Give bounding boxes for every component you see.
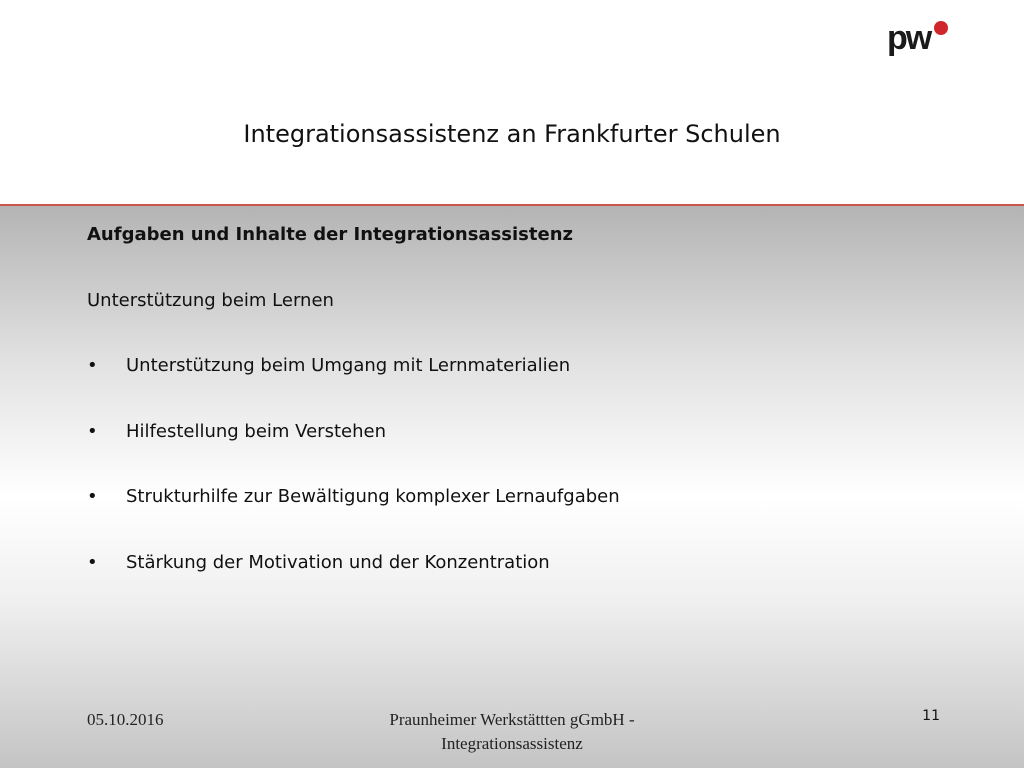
bullet-dot-icon: • — [87, 420, 98, 442]
bullet-dot-icon: • — [87, 486, 98, 507]
footer-company — [312, 708, 712, 756]
bullet-text: Strukturhilfe zur Bewältigung komplexer Lernaufgaben — [126, 486, 620, 507]
intro-line: Unterstützung beim Lernen — [87, 290, 334, 311]
page-number: 11 — [922, 708, 940, 724]
logo-dot-icon — [934, 21, 948, 35]
logo-wordmark: pw — [887, 19, 931, 57]
bullet-text: Hilfestellung beim Verstehen — [126, 420, 386, 442]
footer-company-line2: Integrationsassistenz — [441, 734, 583, 753]
bullet-dot-icon: • — [87, 355, 98, 376]
slide-title: Integrationsassistenz an Frankfurter Schulen — [243, 120, 781, 148]
bullet-text: Stärkung der Motivation und der Konzentration — [126, 551, 550, 573]
bullet-text: Unterstützung beim Umgang mit Lernmaterialien — [126, 355, 571, 376]
bullet-dot-icon: • — [87, 551, 98, 573]
content-heading: Aufgaben und Inhalte der Integrationsassistenz — [87, 224, 573, 245]
footer-company-line1: Praunheimer Werkstättten gGmbH - — [389, 710, 635, 729]
slide-header — [0, 0, 1024, 204]
footer-date: 05.10.2016 — [87, 710, 164, 729]
pw-logo — [887, 18, 951, 58]
